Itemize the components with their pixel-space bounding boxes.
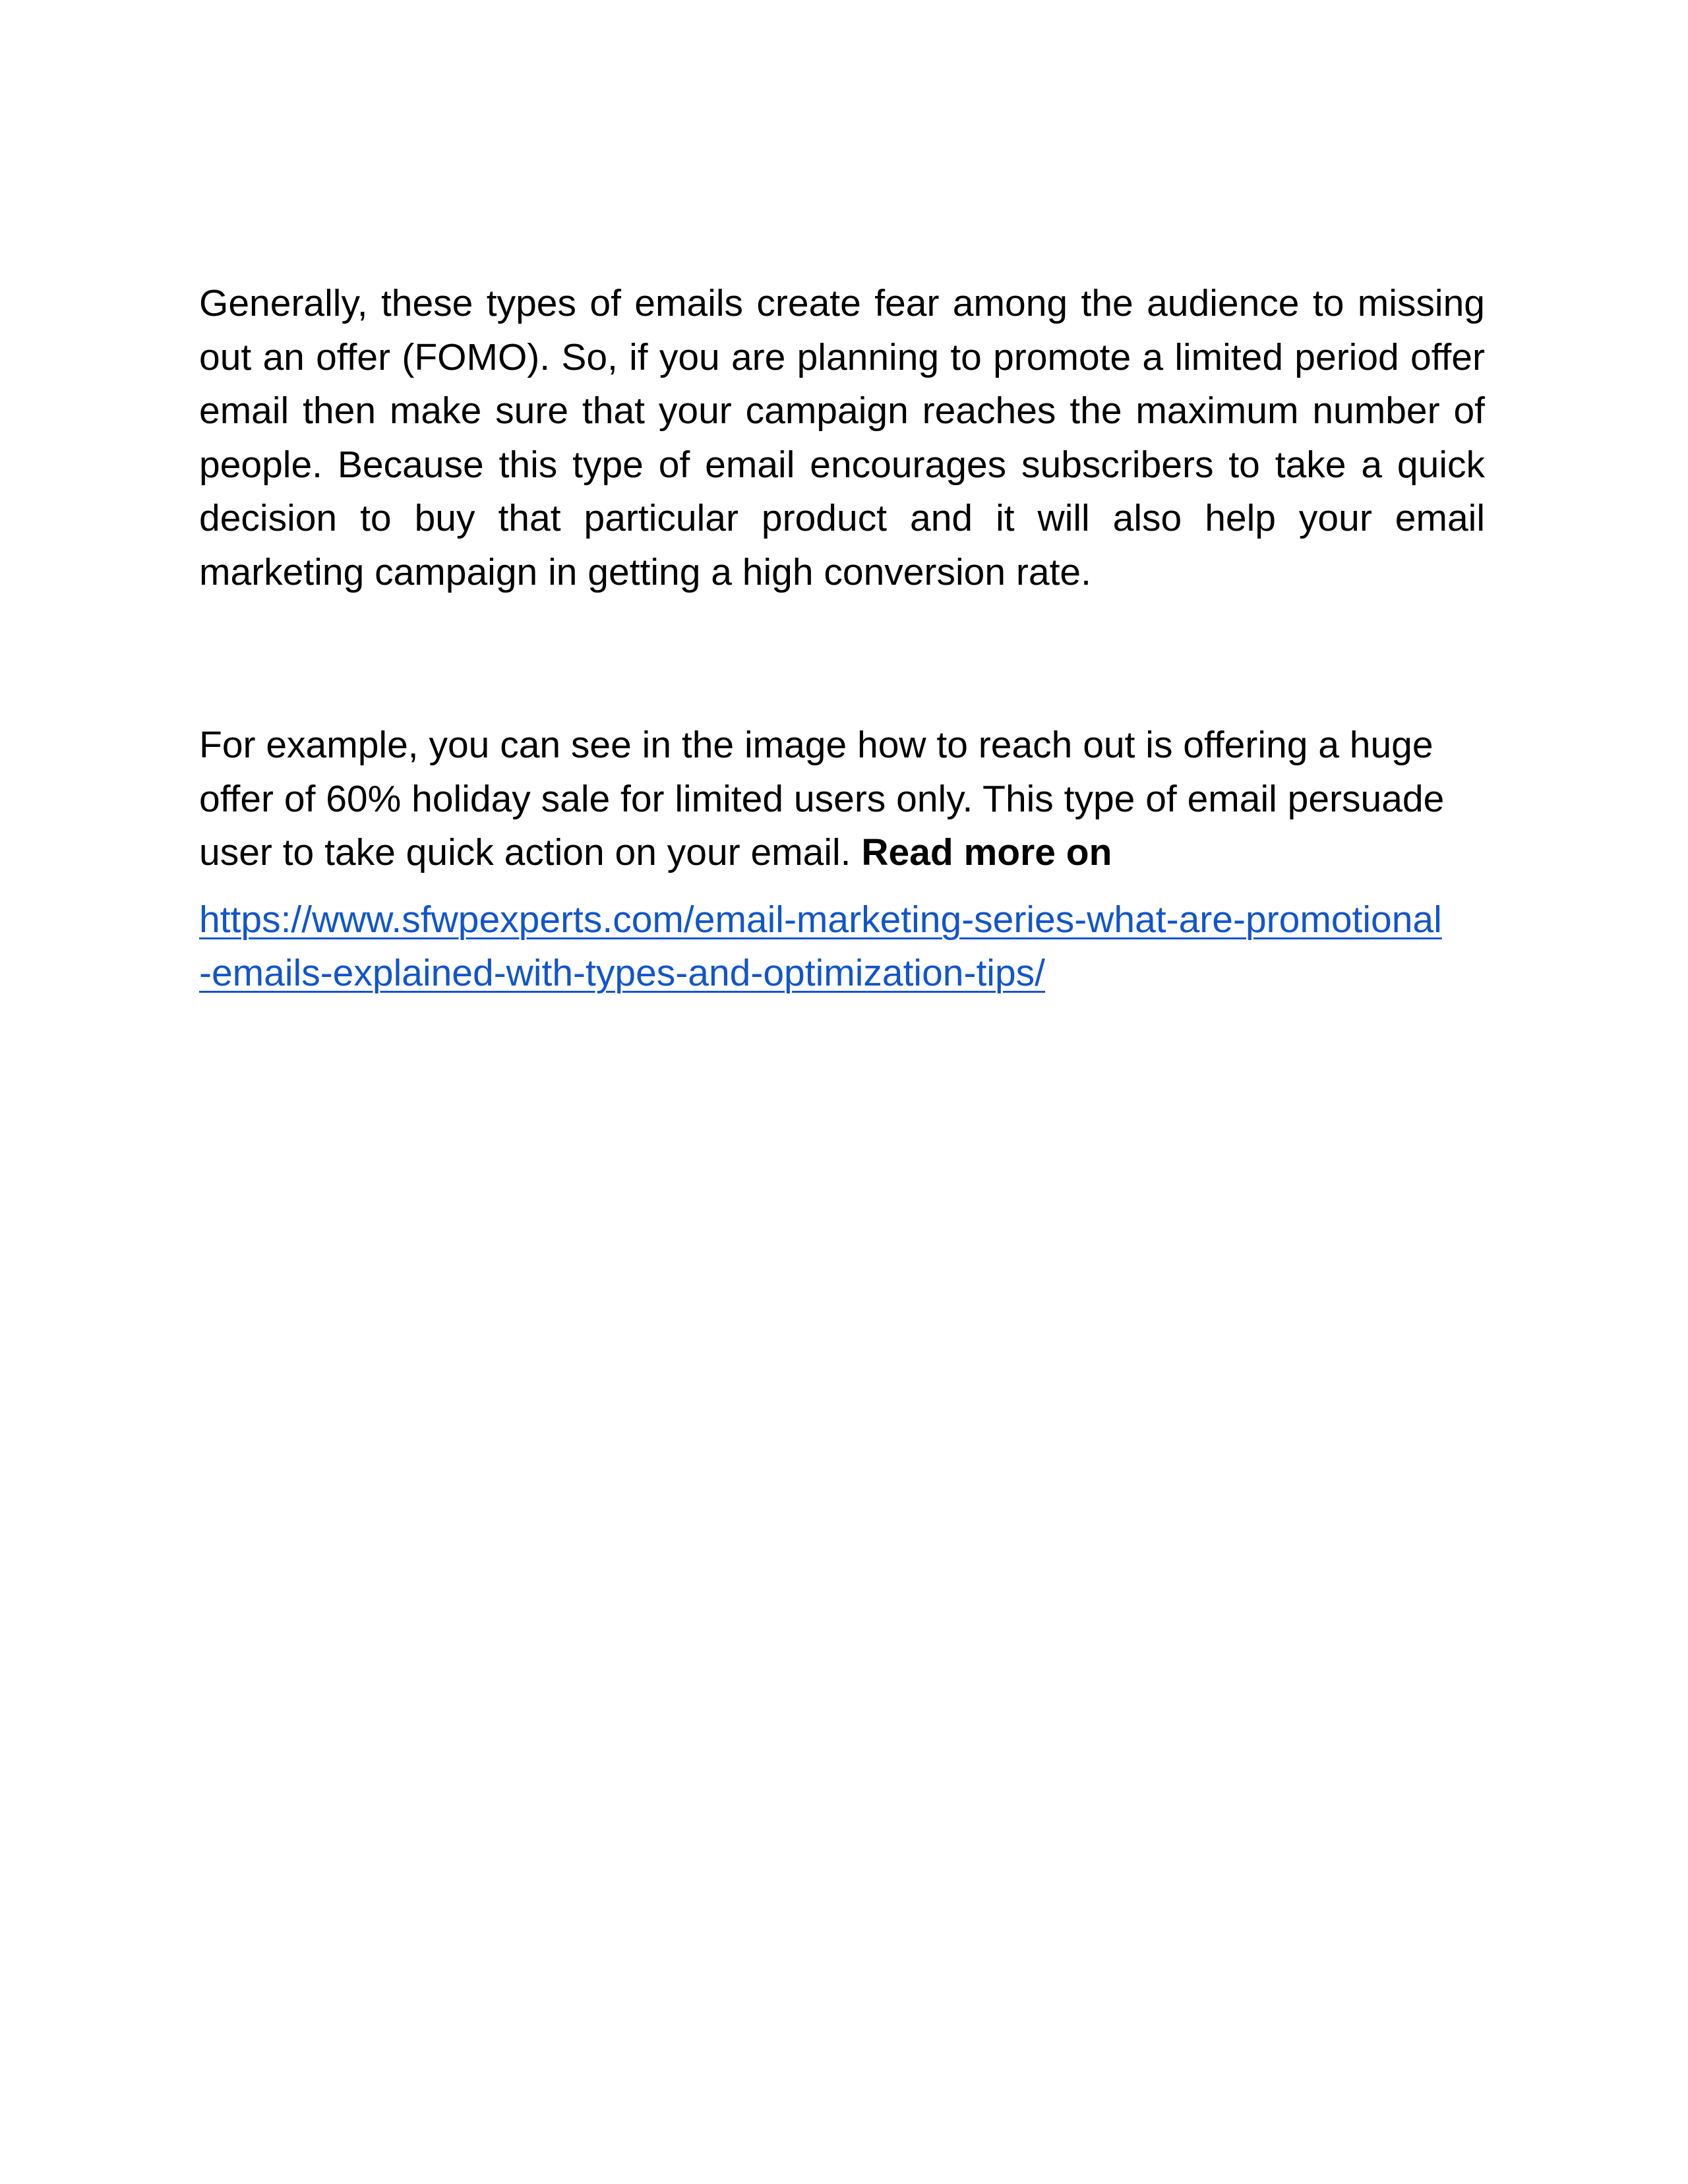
paragraph-example-text: For example, you can see in the image how to reach out is offering a huge offer of 60% holiday sale for limited users only. This type of email persuade user to take quick action on your email. (199, 724, 1445, 873)
article-link-line-2[interactable]: -emails-explained-with-types-and-optimization-tips/ (199, 952, 1046, 994)
article-link-line-1[interactable]: https://www.sfwpexperts.com/email-marketing-series-what-are-promotional (199, 898, 1442, 941)
article-link[interactable] (199, 893, 1485, 1001)
read-more-label: Read more on (861, 831, 1112, 873)
paragraph-example (199, 719, 1485, 880)
document-body (199, 277, 1485, 1001)
paragraph-fomo: Generally, these types of emails create fear among the audience to missing out an offer (FOMO). So, if you are planning to promote a limited period offer email then make sure that your campaign reaches the maximum number of people. Because this type of email encourages subscribers to take a quick decision to buy that particular product and it will also help your email marketing campaign in getting a high conversion rate. (199, 282, 1485, 593)
